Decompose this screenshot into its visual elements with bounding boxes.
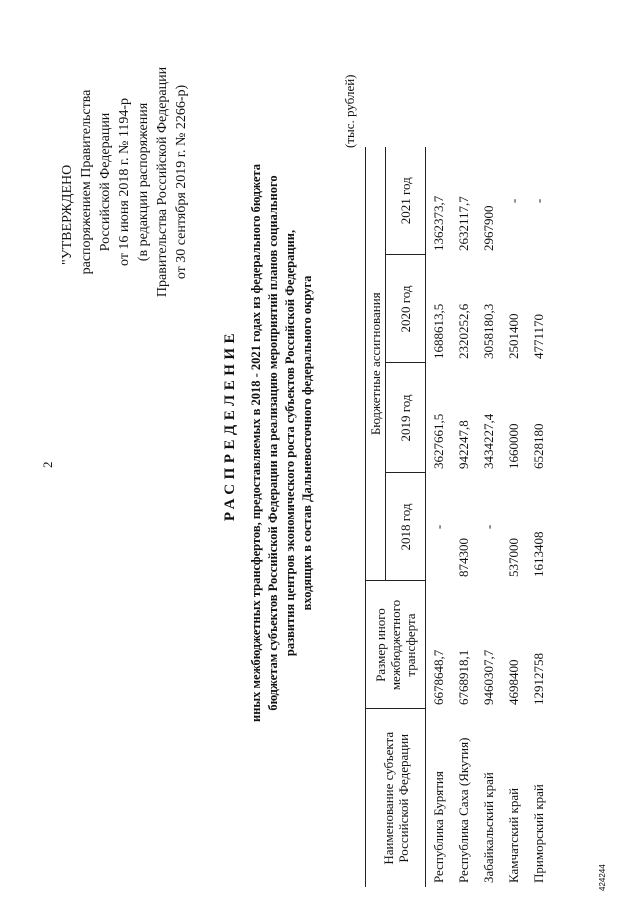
cell-total: 6768918,1 <box>455 649 471 705</box>
header-total-line: межбюджетного <box>388 599 403 691</box>
cell-region: Забайкальский край <box>480 772 496 883</box>
header-region-line: Наименование субъекта <box>380 731 396 865</box>
table-row <box>476 147 501 887</box>
page-number: 2 <box>40 461 55 468</box>
cell-2019: 1660000 <box>505 423 521 469</box>
subtitle-line: входящих в состав Дальневосточного федерального округа <box>300 275 314 611</box>
cell-2018: 874300 <box>455 538 471 577</box>
cell-2018: 1613408 <box>530 531 546 577</box>
cell-total: 6678648,7 <box>430 649 446 705</box>
cell-2019: 6528180 <box>530 423 546 469</box>
document-heading: РАСПРЕДЕЛЕНИЕ <box>222 328 238 522</box>
table-row <box>501 147 526 887</box>
cell-2018: 537000 <box>505 538 521 577</box>
cell-region: Приморский край <box>530 784 546 883</box>
subtitle-line: бюджетам субъектов Российской Федерации на реализацию мероприятий планов социального <box>266 175 280 711</box>
cell-2020: 2501400 <box>505 313 521 359</box>
cell-2020: 2320252,6 <box>455 303 471 359</box>
cell-2021: 1362373,7 <box>430 195 446 251</box>
table-row <box>426 147 452 887</box>
cell-2021: 2632117,7 <box>455 196 471 251</box>
approval-line: от 30 сентября 2019 г. № 2266-р) <box>174 84 189 280</box>
header-region <box>366 709 426 887</box>
header-budget-group: Бюджетные ассигнования <box>366 147 386 581</box>
approval-line: Российской Федерации <box>98 112 113 252</box>
table-row <box>451 147 476 887</box>
approval-line: Правительства Российской Федерации <box>155 66 170 298</box>
approval-line: "УТВЕРЖДЕНО <box>60 164 75 265</box>
cell-region: Республика Бурятия <box>430 771 446 883</box>
cell-2021: 2967900 <box>480 205 496 251</box>
cell-2020: 3058180,3 <box>480 303 496 359</box>
cell-total: 12912758 <box>530 653 546 705</box>
header-region-line: Российской Федерации <box>395 733 411 863</box>
header-total <box>366 581 426 709</box>
cell-total: 9460307,7 <box>480 649 496 705</box>
cell-2020: 4771170 <box>530 313 546 359</box>
cell-2019: 942247,8 <box>455 420 471 469</box>
approval-block <box>58 37 191 327</box>
document-id: 424244 <box>598 864 607 891</box>
approval-line: от 16 июня 2018 г. № 1194-р <box>117 98 132 266</box>
cell-2021: - <box>505 198 521 204</box>
subtitle-line: иных межбюджетных трансфертов, предоставляемых в 2018 - 2021 годах из федерального бюджета <box>249 164 263 722</box>
cell-total: 4698400 <box>505 659 521 705</box>
header-year-2021: 2021 год <box>386 147 426 255</box>
cell-2018: - <box>480 524 496 530</box>
approval-line: (в редакции распоряжения <box>136 102 151 262</box>
header-year-2020: 2020 год <box>386 255 426 363</box>
document-subtitle <box>248 163 316 723</box>
header-year-2019: 2019 год <box>386 363 426 473</box>
units-label: (тыс. рублей) <box>342 74 357 148</box>
cell-2019: 3627661,5 <box>430 413 446 469</box>
header-total-line: Размер иного <box>373 608 388 682</box>
cell-2020: 1688613,5 <box>430 303 446 359</box>
cell-2018: - <box>430 524 446 530</box>
cell-region: Республика Саха (Якутия) <box>455 737 471 883</box>
subtitle-line: развития центров экономического роста субъектов Российской Федерации, <box>283 229 297 657</box>
table-row <box>526 147 551 887</box>
cell-2019: 3434227,4 <box>480 413 496 469</box>
cell-2021: - <box>530 198 546 204</box>
header-year-2018: 2018 год <box>386 473 426 581</box>
cell-region: Камчатский край <box>505 787 521 883</box>
budget-table <box>365 147 551 887</box>
approval-line: распоряжением Правительства <box>79 89 94 275</box>
header-total-line: трансферта <box>403 613 418 677</box>
